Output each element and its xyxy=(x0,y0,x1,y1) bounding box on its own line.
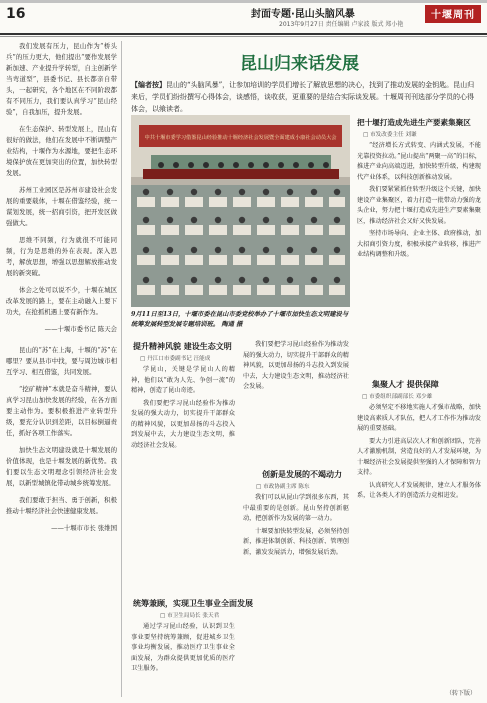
left-paragraph: 在生态保护、转型发展上，昆山有很好的做法，他们在发展中不断调整产业结构，十堰作为水源地，要把生态环境保护放在更加突出的位置，加快转型发展。 xyxy=(6,125,117,177)
header-rule-thin xyxy=(0,36,487,37)
article-paragraph: 我们要把学习昆山经验作为推动发展的强大动力，切实提升干部群众的精神风貌，以更加昂扬的斗志投入到发展中去，大力建设生态文明，推动经济社会发展。 xyxy=(243,341,349,390)
article-title: 提升精神风貌 建设生态文明 xyxy=(133,342,232,351)
article-paragraph: “经济增长方式转变、内涵式发展，不能光靠投资拉动。”昆山提出“两聚一高”的目标，推进产业向高端迈进，加快转型升级，构建现代产业体系，以科技创新推动发展。 xyxy=(357,142,481,181)
article-byline: □ 市委组织部副部长 邓少雄 xyxy=(362,394,433,400)
article-paragraph: 我们要紧紧抓住转型升级这个关键，加快建设产业集聚区，着力打造一批带动力强的龙头企业，努力把十堰打造成先进生产要素集聚区，推动经济社会又好又快发展。 xyxy=(357,186,481,225)
article-paragraph: 认真研究人才发展规律，建立人才服务体系，让各类人才的创造活力竞相迸发。 xyxy=(357,481,481,499)
left-paragraph: 思维不同频，行为就很不可能同频，行为是思维的外在表现。深入思考，解放思想，增强以思想解放推动发展的新突破。 xyxy=(6,236,117,277)
article-title: 把十堰打造成先进生产要素集聚区 xyxy=(357,118,471,127)
left-paragraph: 苏州工业园区是苏州市建设社会发展的重要载体，十堰在借鉴经验，统一谋划发展，统一招商引资，把开发区做强做大。 xyxy=(6,186,117,227)
left-paragraph: 加快生态文明建设就是十堰发展的价值体现，也是十堰发展的新优势。我们要以生态文明理念引领经济社会发展，以新型城镇化带动城乡统筹发展。 xyxy=(6,446,117,487)
continued-note: （转下版） xyxy=(446,690,477,697)
article-paragraph: 坚持市场导向、企业主体、政府推动，加大招商引资力度，积极承接产业转移，推进产业结构调整和升级。 xyxy=(357,230,481,258)
page-header xyxy=(251,5,481,29)
article-title: 创新是发展的不竭动力 xyxy=(262,470,342,479)
article-paragraph: 要大力引进高层次人才和创新团队，完善人才激励机制，营造良好的人才发展环境，为十堰经济社会发展提供坚强的人才保障和智力支持。 xyxy=(357,437,481,476)
left-paragraph: 我们发展有压力，昆山作为“桥头兵”的压力更大，他们提出“要作发展学新加速、产业提升学转型，自主创新学当弯道型”，县委书记、县长都亲自带头，一起研究，各个地区在不同阶段都有不同压力，我们要认真学习“昆山经验”，自我加压，提升发展。 xyxy=(6,42,117,116)
article-byline: □ 丹江口市委副书记 汪能成 xyxy=(140,356,211,362)
editor-note-text: 昆山的“头脑风暴”，让参加培训的学员们增长了解放思想的决心，找到了推动发展的金钥匙。昆山归来后，学员们纷纷撰写心得体会，谈感悟，谈收获，更重要的是结合实际谈发展。十堰周刊刊选部分学员的心得体会，以飨读者。 xyxy=(131,81,475,113)
article-byline: □ 市政协副主席 陈东 xyxy=(256,484,310,490)
article-body-upper xyxy=(243,340,349,465)
conference-photo-image xyxy=(131,115,350,307)
article-paragraph: 学昆山，关键是学昆山人的精神，他们以“敢为人先、争创一流”的精神，创造了昆山奇迹。 xyxy=(131,366,235,394)
article-paragraph: 通过学习昆山经验，认识到卫生事业要坚持统筹兼顾，促进城乡卫生事业均衡发展，推动医疗卫生事业全面发展，为群众提供更加优质的医疗卫生服务。 xyxy=(131,623,235,672)
photo-caption: 9月11日至13日，十堰市委在昆山市委党校举办了十堰市加快生态文明建设与统筹发展转型发展专题培训班。 陶通 摄 xyxy=(131,311,349,328)
left-paragraph: “挖矿精神”本就是奋斗精神，要认真学习昆山加快发展的经验，在各方面要主动作为。要积极推进产业转型升级，要充分认识到差距，以目标倒逼责任，抓好各项工作落实。 xyxy=(6,385,117,437)
article-title: 集聚人才 提供保障 xyxy=(372,380,439,389)
left-column xyxy=(6,41,117,697)
left-signature: ——十堰市委书记 陈天会 xyxy=(44,325,117,333)
top-rule xyxy=(0,0,487,3)
article-paragraph: 我们要把学习昆山经验作为推动发展的强大动力，切实提升干部群众的精神风貌，以更加昂扬的斗志投入到发展中去，大力建设生态文明，推动经济社会发展。 xyxy=(131,399,235,449)
article-body xyxy=(131,365,235,590)
column-divider xyxy=(121,41,122,697)
editor-note-tag: 【编者按】 xyxy=(131,80,166,89)
left-paragraph: 昆山的“苏”在上海，十堰的“苏”在哪里？要从县市中找，要与周边城市相互学习、相互借鉴，共同发展。 xyxy=(6,346,117,376)
article-body xyxy=(243,493,349,689)
article-body xyxy=(357,141,481,356)
article-paragraph: 十堰要加快转型发展，必须坚持创新，推进体制创新、科技创新、管理创新，激发发展活力，增强发展后劲。 xyxy=(243,527,349,556)
article-paragraph: 我们可以从昆山学到很多东西，其中最重要的是创新。昆山坚持创新驱动，把创新作为发展的第一动力。 xyxy=(243,494,349,522)
photo-banner-text: 中共十堰市委学习借鉴昆山经验推动十堰经济社会发展暨全面建成小康社会动员大会 xyxy=(144,135,337,141)
left-paragraph: 我们要敢于担当、勇于创新，积极推动十堰经济社会快速健康发展。 xyxy=(6,496,117,515)
date-editor-line: 2013年9月27日 责任编辑 卢家波 版式 郑小艳 xyxy=(279,21,404,28)
brand-badge: 十堰周刊 xyxy=(425,5,481,23)
article-body xyxy=(357,403,481,681)
main-title: 昆山归来话发展 xyxy=(240,54,359,74)
article-paragraph: 必须坚定不移地实施人才强市战略，加快建设高素质人才队伍，把人才工作作为推动发展的重要基础。 xyxy=(357,404,481,432)
article-byline: □ 市发改委主任 刘谦 xyxy=(363,132,417,138)
feature-title: 封面专题·昆山头脑风暴 xyxy=(251,9,355,20)
editor-note xyxy=(131,79,479,115)
article-title: 统筹兼顾，实现卫生事业全面发展 xyxy=(133,599,253,608)
page-number: 16 xyxy=(6,6,26,22)
article-body xyxy=(131,622,235,696)
left-signature: ——十堰市市长 张维国 xyxy=(51,524,117,532)
article-byline: □ 市卫生局局长 张天君 xyxy=(160,613,220,619)
left-paragraph: 体会之处可以说不少，十堰在城区改革发展的路上，要在主动融入上要下功夫，在抢抓机遇上要有新作为。 xyxy=(6,286,117,316)
header-rule xyxy=(0,33,487,35)
conference-photo xyxy=(131,115,350,307)
